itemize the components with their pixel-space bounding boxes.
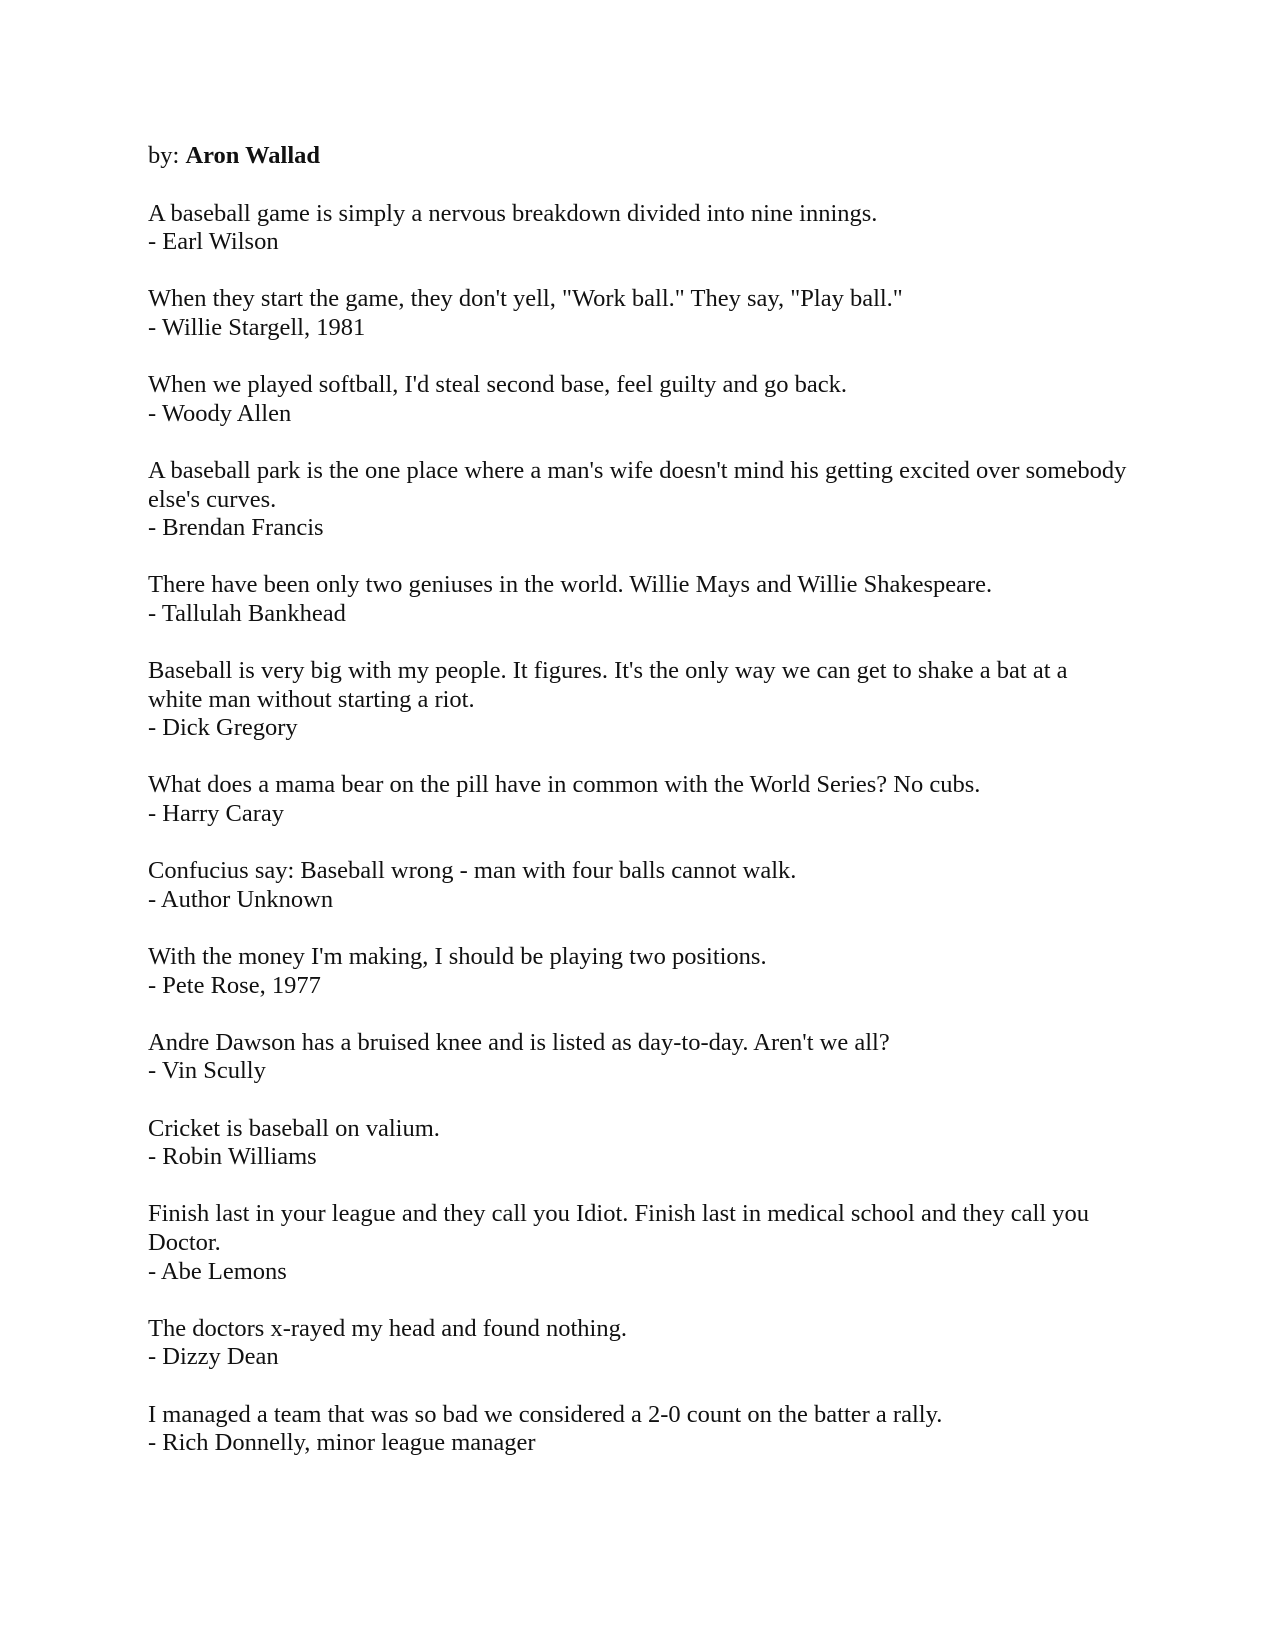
quote-attribution: - Tallulah Bankhead <box>148 599 346 627</box>
quote-attribution: - Willie Stargell, 1981 <box>148 313 366 341</box>
quote-attribution: - Author Unknown <box>148 885 334 913</box>
quote-attribution: - Abe Lemons <box>148 1257 287 1285</box>
quote-text: I managed a team that was so bad we considered a 2-0 count on the batter a rally. <box>148 1400 943 1428</box>
quote-block <box>148 457 1128 543</box>
quote-text: When they start the game, they don't yell, "Work ball." They say, "Play ball." <box>148 285 903 313</box>
quote-block <box>148 857 1128 914</box>
quote-text: Finish last in your league and they call you Idiot. Finish last in medical school and they call you Doctor. <box>148 1200 1090 1256</box>
quote-block <box>148 371 1128 428</box>
quote-attribution: - Pete Rose, 1977 <box>148 971 321 999</box>
quote-block <box>148 1200 1128 1286</box>
quote-block <box>148 771 1128 828</box>
quote-attribution: - Harry Caray <box>148 800 285 828</box>
quote-block <box>148 200 1128 257</box>
quote-text: Andre Dawson has a bruised knee and is listed as day-to-day. Aren't we all? <box>148 1028 890 1056</box>
quote-text: A baseball game is simply a nervous breakdown divided into nine innings. <box>148 199 878 227</box>
quote-text: A baseball park is the one place where a man's wife doesn't mind his getting excited over somebody else's curves. <box>148 456 1127 513</box>
byline-author: Aron Wallad <box>185 142 321 169</box>
quote-text: Confucius say: Baseball wrong - man with four balls cannot walk. <box>148 857 797 885</box>
quote-text: Baseball is very big with my people. It figures. It's the only way we can get to shake a bat at a white man without starting a riot. <box>148 657 1068 713</box>
byline-prefix: by: <box>148 142 186 169</box>
quote-attribution: - Dick Gregory <box>148 714 298 742</box>
quote-attribution: - Vin Scully <box>148 1057 266 1085</box>
byline <box>148 142 1128 171</box>
quote-text: When we played softball, I'd steal second base, feel guilty and go back. <box>148 371 848 399</box>
quote-attribution: - Brendan Francis <box>148 514 324 542</box>
quote-text: The doctors x-rayed my head and found nothing. <box>148 1314 627 1342</box>
quote-text: There have been only two geniuses in the world. Willie Mays and Willie Shakespeare. <box>148 571 993 599</box>
quote-attribution: - Woody Allen <box>148 399 292 427</box>
quote-text: Cricket is baseball on valium. <box>148 1114 440 1142</box>
quote-block <box>148 657 1128 743</box>
quote-block <box>148 1029 1128 1086</box>
quote-attribution: - Dizzy Dean <box>148 1343 279 1371</box>
quote-block <box>148 1401 1128 1458</box>
quote-text: What does a mama bear on the pill have in common with the World Series? No cubs. <box>148 771 981 799</box>
quote-text: With the money I'm making, I should be playing two positions. <box>148 943 767 971</box>
quote-block <box>148 1115 1128 1172</box>
quote-block <box>148 943 1128 1000</box>
quote-attribution: - Earl Wilson <box>148 228 279 256</box>
quote-block <box>148 285 1128 342</box>
document-page <box>148 142 1128 1486</box>
quote-block <box>148 571 1128 628</box>
quote-attribution: - Robin Williams <box>148 1143 317 1171</box>
quote-block <box>148 1315 1128 1372</box>
quote-attribution: - Rich Donnelly, minor league manager <box>148 1429 536 1457</box>
